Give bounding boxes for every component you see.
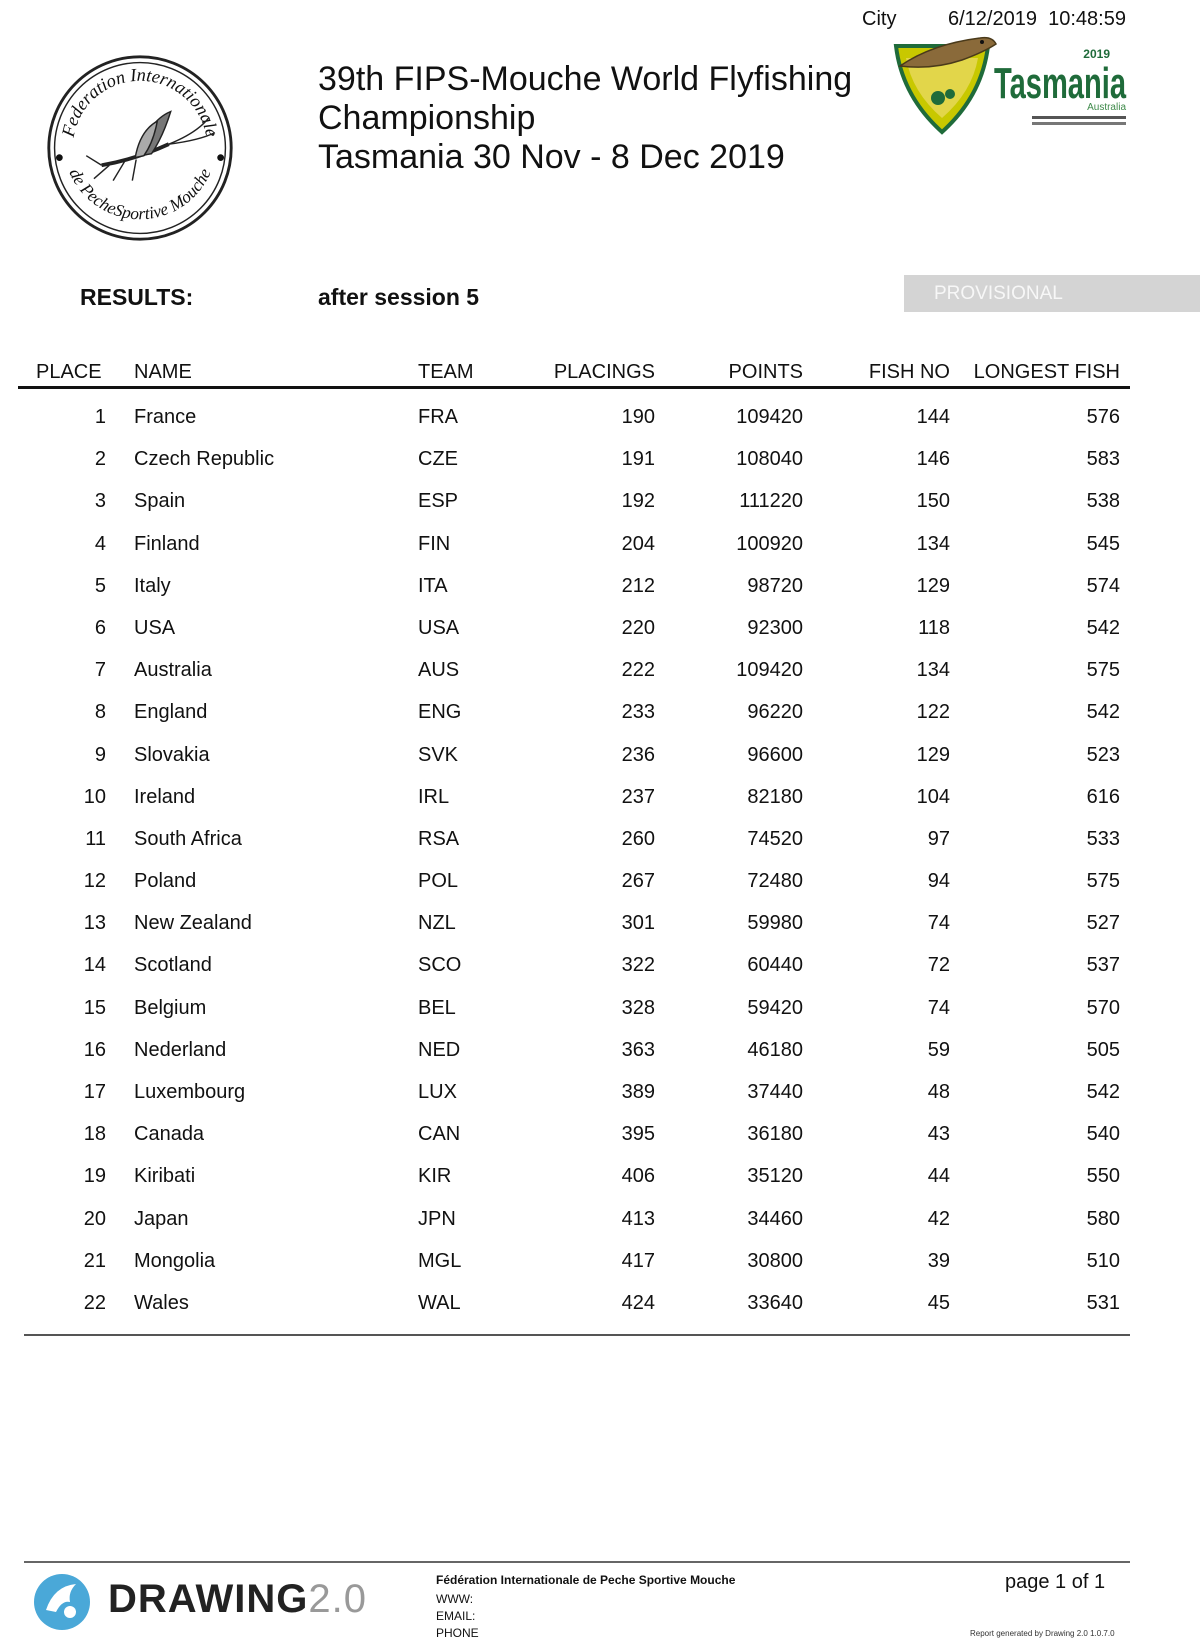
- cell-placings: 212: [621, 574, 655, 597]
- tasmania-2019-logo: [892, 32, 1132, 138]
- cell-points: 72480: [747, 870, 803, 893]
- cell-points: 33640: [747, 1291, 803, 1314]
- cell-points: 59420: [747, 996, 803, 1019]
- table-row: [0, 529, 1200, 571]
- cell-name: Finland: [134, 532, 200, 555]
- cell-longest-fish: 542: [1086, 701, 1120, 724]
- col-header-team: TEAM: [418, 361, 474, 383]
- cell-name: France: [134, 406, 197, 428]
- table-row: [0, 655, 1200, 697]
- table-row: [0, 993, 1200, 1035]
- cell-team: ITA: [418, 574, 448, 597]
- cell-fish-no: 48: [927, 1081, 950, 1103]
- cell-longest-fish: 575: [1086, 870, 1120, 893]
- cell-name: Belgium: [134, 996, 207, 1019]
- cell-longest-fish: 531: [1086, 1291, 1120, 1314]
- cell-name: Spain: [134, 490, 186, 513]
- table-row: [0, 740, 1200, 782]
- cell-longest-fish: 537: [1086, 954, 1120, 977]
- cell-placings: 233: [621, 701, 655, 724]
- footer-email: EMAIL:: [436, 1609, 476, 1623]
- cell-fish-no: 146: [916, 448, 950, 471]
- cell-points: 100920: [736, 532, 803, 555]
- cell-team: AUS: [418, 659, 460, 682]
- cell-placings: 220: [621, 616, 655, 639]
- cell-name: Australia: [134, 659, 212, 682]
- cell-name: Luxembourg: [134, 1081, 246, 1103]
- cell-place: 10: [83, 785, 106, 808]
- cell-points: 109420: [736, 659, 803, 682]
- cell-place: 9: [94, 743, 106, 766]
- cell-points: 37440: [747, 1081, 803, 1103]
- cell-fish-no: 97: [927, 827, 950, 850]
- table-row: [0, 950, 1200, 992]
- footer-rule: [24, 1561, 1130, 1563]
- cell-team: USA: [418, 616, 460, 639]
- cell-team: FIN: [418, 532, 451, 555]
- drawing-brand-icon: [32, 1572, 92, 1632]
- federation-name: Fédération Internationale de Peche Sportive Mouche: [436, 1573, 736, 1587]
- table-row: [0, 1035, 1200, 1077]
- cell-fish-no: 45: [927, 1291, 950, 1314]
- cell-fish-no: 42: [927, 1207, 950, 1230]
- cell-place: 12: [83, 870, 106, 893]
- cell-place: 14: [83, 954, 106, 977]
- table-row: [0, 1204, 1200, 1246]
- cell-name: Mongolia: [134, 1249, 216, 1272]
- cell-place: 21: [83, 1249, 106, 1272]
- cell-team: NED: [418, 1038, 461, 1061]
- cell-placings: 363: [621, 1038, 655, 1061]
- cell-points: 35120: [747, 1165, 803, 1188]
- cell-points: 109420: [736, 406, 803, 428]
- col-header-fish-no: FISH NO: [868, 361, 950, 383]
- cell-placings: 417: [621, 1249, 655, 1272]
- results-table-body: [0, 402, 1200, 1330]
- cell-team: MGL: [418, 1249, 462, 1272]
- cell-placings: 389: [621, 1081, 655, 1103]
- cell-place: 15: [83, 996, 106, 1019]
- cell-fish-no: 74: [927, 996, 950, 1019]
- cell-placings: 267: [621, 870, 655, 893]
- cell-fish-no: 129: [916, 574, 950, 597]
- page-title: [318, 60, 878, 177]
- cell-placings: 260: [621, 827, 655, 850]
- cell-name: Scotland: [134, 954, 212, 977]
- cell-fish-no: 134: [916, 532, 950, 555]
- cell-fish-no: 94: [927, 870, 950, 893]
- cell-longest-fish: 505: [1086, 1038, 1120, 1061]
- col-header-points: POINTS: [728, 361, 803, 383]
- cell-place: 1: [94, 406, 106, 428]
- cell-team: CZE: [418, 448, 458, 471]
- cell-placings: 236: [621, 743, 655, 766]
- cell-team: CAN: [418, 1123, 461, 1146]
- cell-place: 13: [83, 912, 106, 935]
- cell-placings: 413: [621, 1207, 655, 1230]
- cell-team: KIR: [418, 1165, 452, 1188]
- cell-placings: 192: [621, 490, 655, 513]
- cell-longest-fish: 616: [1086, 785, 1120, 808]
- cell-team: IRL: [418, 785, 450, 808]
- title-line-2: Championship: [318, 99, 536, 137]
- cell-longest-fish: 583: [1086, 448, 1120, 471]
- cell-placings: 406: [621, 1165, 655, 1188]
- cell-place: 2: [94, 448, 106, 471]
- cell-longest-fish: 550: [1086, 1165, 1120, 1188]
- cell-name: Ireland: [134, 785, 196, 808]
- drawing-brand-logo: [108, 1577, 367, 1622]
- cell-team: NZL: [418, 912, 456, 935]
- cell-points: 111220: [739, 490, 803, 513]
- cell-team: SCO: [418, 954, 462, 977]
- cell-fish-no: 44: [927, 1165, 950, 1188]
- results-label: RESULTS:: [80, 284, 194, 310]
- title-line-1: 39th FIPS-Mouche World Flyfishing: [318, 60, 853, 98]
- cell-longest-fish: 570: [1086, 996, 1120, 1019]
- cell-place: 5: [94, 574, 106, 597]
- cell-place: 16: [83, 1038, 106, 1061]
- table-row: [0, 1161, 1200, 1203]
- table-row: [0, 1077, 1200, 1119]
- svg-text:Federation Internationale: Federation Internationale: [57, 64, 223, 139]
- cell-placings: 328: [621, 996, 655, 1019]
- session-label: after session 5: [318, 284, 480, 310]
- cell-longest-fish: 580: [1086, 1207, 1120, 1230]
- cell-placings: 191: [621, 448, 655, 471]
- cell-fish-no: 59: [927, 1038, 950, 1061]
- cell-placings: 237: [621, 785, 655, 808]
- cell-place: 8: [94, 701, 106, 724]
- cell-points: 96600: [747, 743, 803, 766]
- table-row: [0, 613, 1200, 655]
- cell-placings: 222: [621, 659, 655, 682]
- cell-fish-no: 39: [927, 1249, 950, 1272]
- cell-points: 74520: [747, 827, 803, 850]
- cell-place: 19: [83, 1165, 106, 1188]
- cell-points: 96220: [747, 701, 803, 724]
- cell-points: 108040: [736, 448, 803, 471]
- cell-fish-no: 129: [916, 743, 950, 766]
- cell-name: Kiribati: [134, 1165, 196, 1188]
- cell-place: 18: [83, 1123, 106, 1146]
- cell-points: 92300: [747, 616, 803, 639]
- tasmania-logo-year: 2019: [1083, 47, 1110, 61]
- cell-longest-fish: 540: [1086, 1123, 1120, 1146]
- cell-longest-fish: 545: [1086, 532, 1120, 555]
- cell-longest-fish: 533: [1086, 827, 1120, 850]
- cell-team: WAL: [418, 1291, 461, 1314]
- table-row: [0, 908, 1200, 950]
- col-header-longest-fish: LONGEST FISH: [973, 361, 1120, 383]
- cell-name: Poland: [134, 870, 197, 893]
- page-number: page 1 of 1: [1005, 1571, 1106, 1593]
- cell-placings: 204: [621, 532, 655, 555]
- report-date: 6/12/2019: [948, 8, 1037, 30]
- col-header-place: PLACE: [36, 361, 102, 383]
- cell-team: BEL: [418, 996, 456, 1019]
- col-header-name: NAME: [134, 361, 192, 383]
- cell-team: ENG: [418, 701, 462, 724]
- cell-fish-no: 134: [916, 659, 950, 682]
- cell-name: Canada: [134, 1123, 205, 1146]
- cell-placings: 190: [621, 406, 655, 428]
- cell-place: 6: [94, 616, 106, 639]
- table-row: [0, 1119, 1200, 1161]
- report-time: 10:48:59: [1048, 8, 1126, 30]
- cell-longest-fish: 574: [1086, 574, 1120, 597]
- cell-place: 7: [94, 659, 106, 682]
- table-row: [0, 402, 1200, 444]
- title-line-3: Tasmania 30 Nov - 8 Dec 2019: [318, 138, 785, 176]
- cell-place: 3: [94, 490, 106, 513]
- cell-points: 98720: [747, 574, 803, 597]
- provisional-badge: PROVISIONAL: [904, 275, 1200, 312]
- cell-team: POL: [418, 870, 459, 893]
- cell-placings: 424: [621, 1291, 655, 1314]
- cell-fish-no: 74: [927, 912, 950, 935]
- svg-text:de PecheSportive Mouche: de PecheSportive Mouche: [65, 165, 215, 224]
- cell-name: Slovakia: [134, 743, 210, 766]
- cell-fish-no: 43: [927, 1123, 950, 1146]
- table-row: [0, 444, 1200, 486]
- cell-place: 11: [85, 827, 106, 850]
- cell-points: 59980: [747, 912, 803, 935]
- cell-name: Japan: [134, 1207, 189, 1230]
- cell-points: 36180: [747, 1123, 803, 1146]
- cell-longest-fish: 538: [1086, 490, 1120, 513]
- table-row: [0, 697, 1200, 739]
- cell-name: Nederland: [134, 1038, 227, 1061]
- cell-name: Czech Republic: [134, 448, 275, 471]
- cell-place: 17: [83, 1081, 106, 1103]
- table-row: [0, 782, 1200, 824]
- cell-name: Wales: [134, 1291, 189, 1314]
- table-row: [0, 824, 1200, 866]
- cell-points: 82180: [747, 785, 803, 808]
- cell-name: South Africa: [134, 827, 242, 850]
- footer-phone: PHONE: [436, 1626, 479, 1640]
- cell-place: 22: [83, 1291, 106, 1314]
- cell-team: SVK: [418, 743, 459, 766]
- cell-fish-no: 72: [927, 954, 950, 977]
- cell-longest-fish: 542: [1086, 1081, 1120, 1103]
- cell-placings: 301: [621, 912, 655, 935]
- cell-longest-fish: 510: [1086, 1249, 1120, 1272]
- cell-team: ESP: [418, 490, 459, 513]
- cell-fish-no: 122: [916, 701, 950, 724]
- cell-longest-fish: 527: [1086, 912, 1120, 935]
- cell-longest-fish: 542: [1086, 616, 1120, 639]
- cell-name: England: [134, 701, 208, 724]
- city-label: City: [862, 8, 897, 30]
- footer-www: WWW:: [436, 1592, 474, 1606]
- cell-points: 30800: [747, 1249, 803, 1272]
- cell-fish-no: 104: [916, 785, 950, 808]
- cell-place: 4: [94, 532, 106, 555]
- report-datetime: [948, 8, 1126, 31]
- cell-longest-fish: 575: [1086, 659, 1120, 682]
- report-generated-note: Report generated by Drawing 2.0 1.0.7.0: [970, 1629, 1115, 1638]
- cell-fish-no: 118: [918, 616, 950, 639]
- cell-team: FRA: [418, 406, 458, 428]
- table-header-rule: [18, 386, 1130, 389]
- table-row: [0, 486, 1200, 528]
- cell-team: RSA: [418, 827, 460, 850]
- drawing-brand-name: DRAWING: [108, 1577, 309, 1621]
- cell-points: 34460: [747, 1207, 803, 1230]
- cell-longest-fish: 576: [1086, 406, 1120, 428]
- col-header-placings: PLACINGS: [553, 361, 655, 383]
- cell-team: JPN: [418, 1207, 456, 1230]
- cell-fish-no: 150: [916, 490, 950, 513]
- table-row: [0, 1288, 1200, 1330]
- drawing-brand-version: 2.0: [308, 1577, 367, 1621]
- cell-name: Italy: [134, 574, 171, 597]
- cell-placings: 395: [621, 1123, 655, 1146]
- fips-mouche-logo: [44, 52, 236, 244]
- tasmania-logo-wordmark: Tasmania: [994, 59, 1127, 108]
- tasmania-logo-country: Australia: [1087, 102, 1126, 113]
- cell-points: 46180: [747, 1038, 803, 1061]
- cell-name: USA: [134, 616, 176, 639]
- table-row: [0, 866, 1200, 908]
- cell-name: New Zealand: [134, 912, 252, 935]
- cell-place: 20: [83, 1207, 106, 1230]
- table-row: [0, 571, 1200, 613]
- cell-points: 60440: [747, 954, 803, 977]
- cell-longest-fish: 523: [1086, 743, 1120, 766]
- table-row: [0, 1246, 1200, 1288]
- cell-team: LUX: [418, 1081, 457, 1103]
- cell-fish-no: 144: [916, 406, 950, 428]
- cell-placings: 322: [621, 954, 655, 977]
- table-bottom-rule: [24, 1334, 1130, 1336]
